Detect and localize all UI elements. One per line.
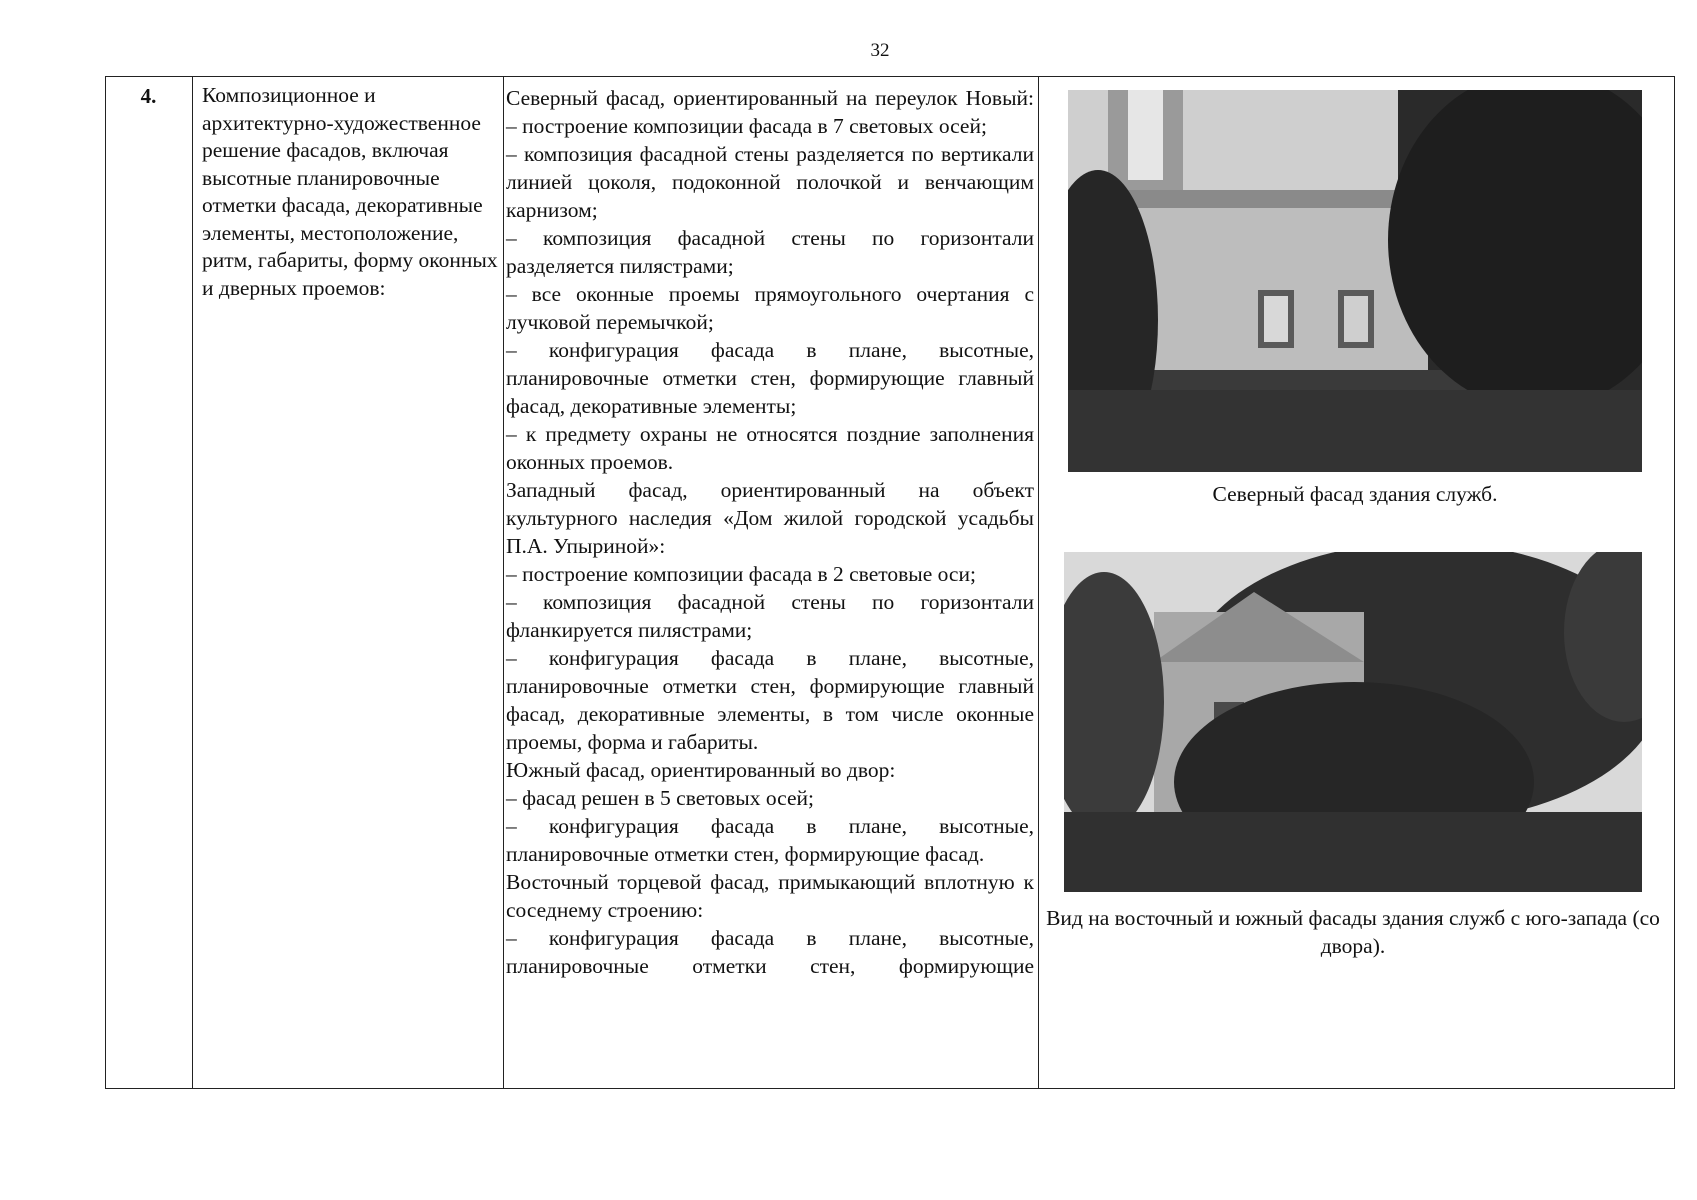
column-divider: [192, 76, 193, 1089]
page-number: 32: [870, 40, 890, 61]
description-line: – фасад решен в 5 световых осей;: [506, 786, 814, 810]
column-divider: [503, 76, 504, 1089]
description-line: – конфигурация фасада в плане, высотные, планировочные отметки стен, формирующие главный фасад, декоративные элементы;: [506, 338, 1034, 418]
description-line: – композиция фасадной стены по горизонтали фланкируется пилястрами;: [506, 590, 1034, 642]
description-line: Северный фасад, ориентированный на переулок Новый:: [506, 86, 1034, 110]
row-number: 4.: [140, 84, 157, 108]
description-line: – построение композиции фасада в 2 световые оси;: [506, 562, 976, 586]
east-south-facade-photo: [1064, 552, 1642, 892]
description-line: Восточный торцевой фасад, примыкающий вплотную к соседнему строению:: [506, 870, 1034, 922]
photo-caption: Вид на восточный и южный фасады здания служб с юго-запада (со двора).: [1046, 906, 1660, 958]
description-line: – композиция фасадной стены разделяется по вертикали линией цоколя, подоконной полочкой и венчающим карнизом;: [506, 142, 1034, 222]
row-description: [506, 84, 1034, 980]
description-line: – построение композиции фасада в 7 световых осей;: [506, 114, 987, 138]
description-line: Западный фасад, ориентированный на объект культурного наследия «Дом жилой городской усадьбы П.А. Упыриной»:: [506, 478, 1034, 558]
row-subject: Композиционное и архитектурно-художественное решение фасадов, включая высотные планировочные отметки фасада, декоративные элементы, местоположение, ритм, габариты, форму оконных и дверных проемов:: [202, 83, 498, 300]
description-line: – к предмету охраны не относятся поздние заполнения оконных проемов.: [506, 422, 1034, 474]
description-line: – все оконные проемы прямоугольного очертания с лучковой перемычкой;: [506, 282, 1034, 334]
photo-caption: Северный фасад здания служб.: [1212, 482, 1498, 506]
description-line: Южный фасад, ориентированный во двор:: [506, 758, 896, 782]
description-line: – композиция фасадной стены по горизонтали разделяется пилястрами;: [506, 226, 1034, 278]
column-divider: [1038, 76, 1039, 1089]
north-facade-photo: [1068, 90, 1642, 472]
description-line: – конфигурация фасада в плане, высотные, планировочные отметки стен, формирующие фасад.: [506, 814, 1034, 866]
description-line: – конфигурация фасада в плане, высотные, планировочные отметки стен, формирующие: [506, 926, 1034, 978]
description-line: – конфигурация фасада в плане, высотные, планировочные отметки стен, формирующие главный фасад, декоративные элементы, в том числе оконные проемы, форма и габариты.: [506, 646, 1034, 754]
